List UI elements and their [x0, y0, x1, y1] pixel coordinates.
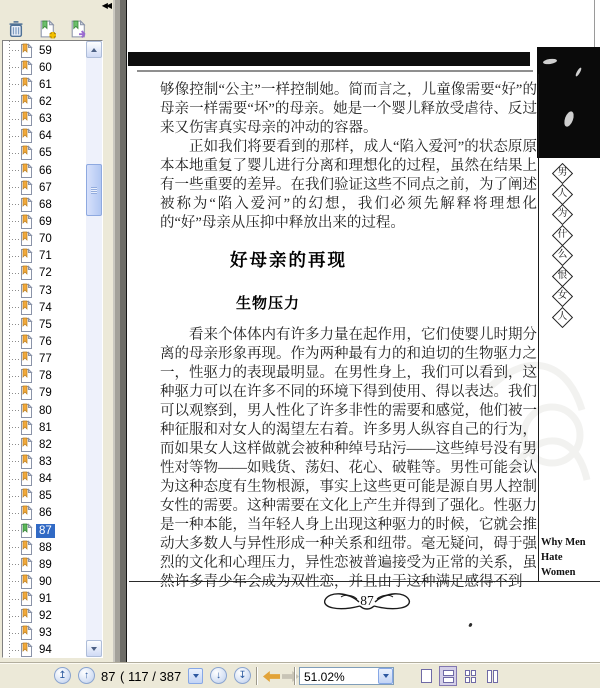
- sidebar-page-item[interactable]: [3, 471, 86, 488]
- sidebar-page-item[interactable]: [3, 316, 86, 333]
- view-mode-group: [417, 666, 501, 686]
- sidebar-page-item[interactable]: [3, 505, 86, 522]
- tree-connector: [9, 616, 20, 617]
- page-number-flourish: [317, 589, 417, 617]
- page-bookmark-icon: [20, 608, 33, 624]
- page-number-label[interactable]: 72: [39, 267, 52, 280]
- side-title-english-line: Hate: [541, 552, 563, 563]
- page-bookmark-icon: [20, 128, 33, 144]
- viewport-gutter: [113, 0, 127, 662]
- tree-connector: [9, 324, 20, 325]
- sidebar-page-item[interactable]: [3, 402, 86, 419]
- page-edge: [594, 0, 595, 47]
- scan-speck: [468, 623, 472, 628]
- page-bookmark-icon: [20, 317, 33, 333]
- tree-connector: [9, 633, 20, 634]
- tree-connector: [9, 221, 20, 222]
- sidebar-page-item[interactable]: [3, 488, 86, 505]
- page-bookmark-icon: [20, 283, 33, 299]
- tree-connector: [9, 170, 20, 171]
- paragraph: 够像控制“公主”一样控制她。简而言之，儿童像需要“好”的母亲一样需要“坏”的母亲。她是一个婴儿释放受虐待、反过来又伤害真实母亲的冲动的容器。: [160, 82, 537, 136]
- sidebar-page-item[interactable]: [3, 642, 86, 658]
- page-number-label[interactable]: 94: [39, 644, 52, 657]
- sidebar-page-item[interactable]: [3, 145, 86, 162]
- page-bookmark-icon: [20, 540, 33, 556]
- page-bookmark-icon: [20, 403, 33, 419]
- separator: [294, 667, 296, 685]
- tree-connector: [9, 50, 20, 51]
- page-bookmark-icon: [20, 523, 33, 539]
- sidebar-page-item[interactable]: [3, 573, 86, 590]
- tree-connector: [9, 290, 20, 291]
- sidebar-page-item[interactable]: [3, 385, 86, 402]
- side-title-english-line: Why Men: [541, 537, 586, 548]
- sidebar-page-item[interactable]: [3, 265, 86, 282]
- delete-icon[interactable]: [6, 19, 28, 41]
- page-bookmark-icon: [20, 43, 33, 59]
- page-bookmark-icon: [20, 488, 33, 504]
- page-number-label[interactable]: 66: [39, 164, 52, 177]
- page-bookmark-icon: [20, 385, 33, 401]
- page-bookmark-icon: [20, 505, 33, 521]
- tree-connector: [9, 273, 20, 274]
- page-number-label[interactable]: 78: [39, 370, 52, 383]
- page-number-label[interactable]: 70: [39, 233, 52, 246]
- page-number-label[interactable]: 92: [39, 610, 52, 623]
- sidebar-page-item[interactable]: [3, 231, 86, 248]
- sidebar-page-item[interactable]: [3, 608, 86, 625]
- sidebar-page-item[interactable]: [3, 93, 86, 110]
- bookmarks-panel: [0, 0, 113, 662]
- zoom-dropdown-icon[interactable]: [378, 668, 393, 684]
- side-title-char: 么: [551, 245, 572, 266]
- export-page-icon[interactable]: [68, 19, 90, 41]
- page-number-label[interactable]: 69: [39, 215, 52, 228]
- tree-connector: [9, 307, 20, 308]
- page-bookmark-icon: [20, 111, 33, 127]
- tree-connector: [9, 461, 20, 462]
- page-number-label[interactable]: 61: [39, 78, 52, 91]
- sidebar-page-item[interactable]: [3, 436, 86, 453]
- status-bar: [0, 662, 600, 688]
- tree-connector: [9, 84, 20, 85]
- tree-connector: [9, 187, 20, 188]
- page-number-label[interactable]: 88: [39, 541, 52, 554]
- page-bookmark-icon: [20, 180, 33, 196]
- tree-connector: [9, 530, 20, 531]
- next-page-icon[interactable]: ↓: [210, 667, 227, 684]
- page-bookmark-icon: [20, 334, 33, 350]
- page-list: [3, 42, 86, 658]
- page-number-label[interactable]: 93: [39, 627, 52, 640]
- last-page-icon[interactable]: ↧: [234, 667, 251, 684]
- tree-connector: [9, 547, 20, 548]
- page-bookmark-icon: [20, 574, 33, 590]
- sidebar-page-item[interactable]: [3, 162, 86, 179]
- sidebar-page-item[interactable]: [3, 59, 86, 76]
- page-number-label[interactable]: 67: [39, 181, 52, 194]
- sidebar-page-item[interactable]: [3, 556, 86, 573]
- page-text-column: [160, 81, 537, 592]
- collapse-panel-icon[interactable]: ◀◀: [101, 1, 110, 10]
- page-number-label[interactable]: 64: [39, 130, 52, 143]
- first-page-icon[interactable]: ↥: [54, 667, 71, 684]
- page-bookmark-icon: [20, 265, 33, 281]
- sidebar-page-item[interactable]: [3, 42, 86, 59]
- tree-connector: [9, 136, 20, 137]
- page-bookmark-icon: [20, 77, 33, 93]
- page-bookmark-icon: [20, 60, 33, 76]
- view-facing-icon[interactable]: [483, 666, 501, 686]
- sidebar-page-item[interactable]: [3, 179, 86, 196]
- page-number-label[interactable]: 91: [39, 593, 52, 606]
- history-back-icon[interactable]: [263, 671, 280, 682]
- sidebar-page-item[interactable]: [3, 522, 86, 539]
- page-number-label[interactable]: 75: [39, 318, 52, 331]
- sidebar-page-item[interactable]: [3, 76, 86, 93]
- page-number-label[interactable]: 63: [39, 113, 52, 126]
- side-title-char: 什: [551, 224, 572, 245]
- sidebar-page-item[interactable]: [3, 196, 86, 213]
- sidebar-scrollbar[interactable]: [86, 41, 102, 657]
- side-title-char: 男: [551, 163, 572, 184]
- tree-connector: [9, 376, 20, 377]
- tree-connector: [9, 119, 20, 120]
- tree-connector: [9, 239, 20, 240]
- page-bookmark-icon: [20, 248, 33, 264]
- tree-connector: [9, 444, 20, 445]
- sidebar-page-item[interactable]: [3, 625, 86, 642]
- view-continuous-icon[interactable]: [439, 666, 457, 686]
- page-number-label[interactable]: 68: [39, 198, 52, 211]
- view-continuous-facing-icon[interactable]: [461, 666, 479, 686]
- page-bookmark-icon: [20, 642, 33, 658]
- page-tree: [2, 40, 103, 658]
- page-bookmark-icon: [20, 420, 33, 436]
- scroll-up-icon[interactable]: [86, 41, 102, 58]
- page-bookmark-icon: [20, 197, 33, 213]
- side-title-char: 人: [551, 183, 572, 204]
- subsection-heading: 生物压力: [236, 296, 301, 312]
- tree-connector: [9, 393, 20, 394]
- page-number-label[interactable]: 60: [39, 61, 52, 74]
- bookmarks-toolbar: [0, 0, 113, 40]
- scroll-down-icon[interactable]: [86, 640, 102, 657]
- page-bookmark-icon: [20, 368, 33, 384]
- page-number-label[interactable]: 86: [39, 507, 52, 520]
- page-number-label[interactable]: 62: [39, 95, 52, 108]
- sidebar-page-item[interactable]: [3, 419, 86, 436]
- sidebar-page-item[interactable]: [3, 128, 86, 145]
- section-heading: 好母亲的再现: [230, 250, 347, 270]
- side-title-char: 人: [551, 306, 572, 327]
- tree-connector: [9, 650, 20, 651]
- zoom-select[interactable]: [299, 667, 394, 685]
- page-fraction-label: ( 117 / 387: [120, 669, 182, 684]
- page-number-label[interactable]: 82: [39, 438, 52, 451]
- header-rule: [137, 70, 533, 72]
- document-viewport: [113, 0, 600, 662]
- page-number-label[interactable]: 79: [39, 387, 52, 400]
- tree-connector: [9, 581, 20, 582]
- sidebar-page-item[interactable]: [3, 299, 86, 316]
- tree-connector: [9, 101, 20, 102]
- tree-connector: [9, 204, 20, 205]
- page-bookmark-icon: [20, 94, 33, 110]
- page-number-label[interactable]: 83: [39, 455, 52, 468]
- side-title-english-line: Women: [541, 567, 576, 578]
- paragraph: 正如我们将要看到的那样，成人“陷入爱河”的状态原原本本地重复了婴儿进行分离和理想化的过程，虽然在结果上有一些重要的差异。在我们验证这些不同点之前，为了阐述被称为“陷入爱河”的幻想，我们必须先解释将理想化的“好”母亲从压抑中释放出来的过程。: [160, 139, 537, 231]
- page-bookmark-icon: [20, 300, 33, 316]
- page-number-label[interactable]: 65: [39, 147, 52, 160]
- sidebar-page-item[interactable]: [3, 368, 86, 385]
- tree-connector: [9, 256, 20, 257]
- history-forward-icon[interactable]: [282, 671, 299, 682]
- add-bookmark-page-icon[interactable]: [37, 19, 59, 41]
- page-bookmark-icon: [20, 471, 33, 487]
- tree-connector: [9, 410, 20, 411]
- page-number: 87: [360, 593, 374, 608]
- page-bookmark-icon: [20, 163, 33, 179]
- side-title-english: [541, 535, 599, 580]
- page-number-label[interactable]: 85: [39, 490, 52, 503]
- page-number-label[interactable]: 90: [39, 575, 52, 588]
- side-title-char: 女: [551, 286, 572, 307]
- side-title-vertical: [550, 166, 574, 330]
- scan-header-bar: [128, 52, 530, 66]
- page-bookmark-icon: [20, 625, 33, 641]
- sidebar-page-item[interactable]: [3, 539, 86, 556]
- tree-connector: [9, 427, 20, 428]
- page-dropdown-icon[interactable]: [188, 668, 203, 684]
- sidebar-page-item[interactable]: [3, 282, 86, 299]
- page-number-label[interactable]: 77: [39, 353, 52, 366]
- page-bookmark-icon: [20, 557, 33, 573]
- tree-connector: [9, 564, 20, 565]
- scan-artifact: [537, 47, 600, 158]
- paragraph: 看来个体体内有许多力量在起作用，它们使婴儿时期分离的母亲形象再现。作为两种最有力的和迫切的生物驱力之一，性驱力的表现最明显。在男性身上，我们可以看到，这种驱力可以在许多不同的环境下得到使用、得以表达。我们可以观察到，男人性化了许多非性的需要和感觉，他们被一种征服和对女人的渴望左右着。许多男人纵容自己的行为，而如果女人这样做就会被种种绰号玷污——这些绰号没有男性对等物——如贱货、荡妇、花心、破鞋等。男性可能会认为这种态度有生物根源，事实上这些更可能是源自男人控制女性的需要。这种需要在文化上产生并得到了强化。性驱力是一种本能，当年轻人身上出现这种驱力的时候，它就会推动大多数人与异性形成一种关系和纽带。毫无疑问，碍于强烈的文化和心理压力，异性恋被普遍接受为正常的关系，虽然许多青少年会成为双性恋，并且由于这种满足感得不到: [160, 327, 537, 590]
- sidebar-page-item[interactable]: [3, 213, 86, 230]
- page-number-label[interactable]: 81: [39, 421, 52, 434]
- page-bookmark-icon: [20, 145, 33, 161]
- page-number-label[interactable]: 89: [39, 558, 52, 571]
- page-bookmark-icon: [20, 437, 33, 453]
- sidebar-page-item[interactable]: [3, 248, 86, 265]
- tree-connector: [9, 599, 20, 600]
- sidebar-page-item[interactable]: [3, 351, 86, 368]
- sidebar-page-item[interactable]: [3, 333, 86, 350]
- page-bookmark-icon: [20, 454, 33, 470]
- tree-connector: [9, 496, 20, 497]
- document-page: [127, 0, 600, 662]
- sidebar-page-item[interactable]: [3, 591, 86, 608]
- page-number-label[interactable]: 76: [39, 335, 52, 348]
- page-number-label[interactable]: 84: [39, 473, 52, 486]
- tree-connector: [9, 67, 20, 68]
- tree-connector: [9, 153, 20, 154]
- page-number-label[interactable]: 73: [39, 284, 52, 297]
- page-number-label[interactable]: 87: [36, 524, 55, 538]
- page-bookmark-icon: [20, 591, 33, 607]
- tree-connector: [9, 341, 20, 342]
- page-number-label[interactable]: 59: [39, 44, 52, 57]
- sidebar-page-item[interactable]: [3, 111, 86, 128]
- previous-page-icon[interactable]: ↑: [78, 667, 95, 684]
- view-single-page-icon[interactable]: [417, 666, 435, 686]
- tree-connector: [9, 513, 20, 514]
- side-title-char: 为: [551, 204, 572, 225]
- side-title-char: 恨: [551, 265, 572, 286]
- separator: [256, 667, 258, 685]
- zoom-value: 51.02%: [304, 670, 345, 684]
- sidebar-page-item[interactable]: [3, 453, 86, 470]
- current-page-label: 87: [101, 669, 116, 684]
- page-bookmark-icon: [20, 214, 33, 230]
- page-number-label[interactable]: 71: [39, 250, 52, 263]
- page-number-label[interactable]: 74: [39, 301, 52, 314]
- page-bookmark-icon: [20, 231, 33, 247]
- footer-rule: [129, 581, 600, 582]
- tree-connector: [9, 479, 20, 480]
- margin-rule: [538, 74, 539, 581]
- scrollbar-thumb[interactable]: [86, 164, 102, 216]
- page-number-label[interactable]: 80: [39, 404, 52, 417]
- page-bookmark-icon: [20, 351, 33, 367]
- tree-connector: [9, 359, 20, 360]
